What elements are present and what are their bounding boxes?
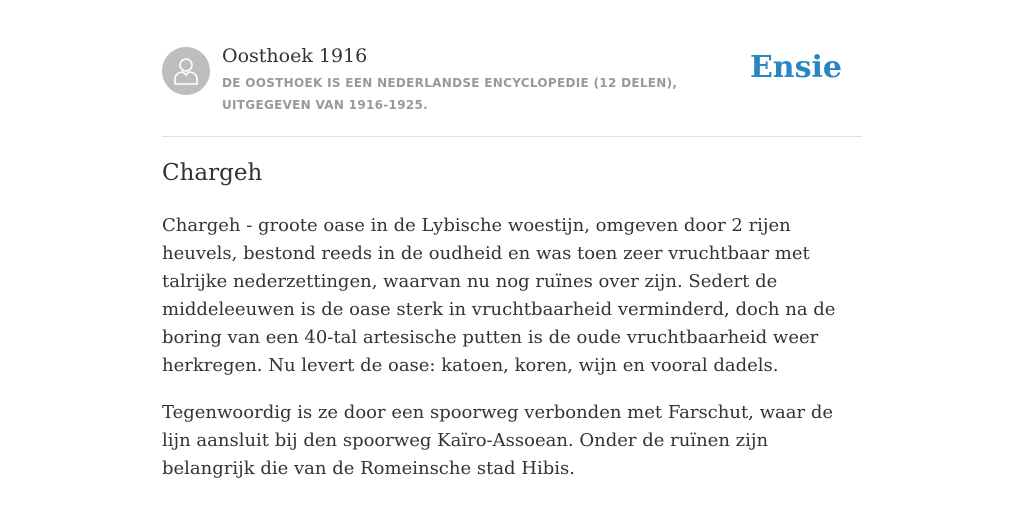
entry-body <box>162 212 862 502</box>
brand-logo[interactable]: Ensie <box>749 50 842 85</box>
source-header <box>162 44 862 137</box>
source-title[interactable]: Oosthoek 1916 <box>222 45 368 67</box>
user-icon <box>173 57 199 85</box>
entry-paragraph: Chargeh - groote oase in de Lybische woestijn, omgeven door 2 rijen heuvels, bestond reeds in de oudheid en was toen zeer vruchtbaar met talrijke nederzettingen, waarvan nu nog ruïnes over zijn. Sedert de middeleeuwen is de oase sterk in vruchtbaarheid verminderd, doch na de boring van een 40-tal artesische putten is de oude vruchtbaarheid weer herkregen. Nu levert de oase: katoen, koren, wijn en vooral dadels. <box>162 215 836 376</box>
source-description: DE OOSTHOEK IS EEN NEDERLANDSE ENCYCLOPEDIE (12 DELEN), UITGEGEVEN VAN 1916-1925. <box>222 76 678 112</box>
source-avatar[interactable] <box>162 47 210 95</box>
entry-paragraph: Tegenwoordig is ze door een spoorweg verbonden met Farschut, waar de lijn aansluit bij den spoorweg Kaïro-Assoean. Onder de ruïnen zijn belangrijk die van de Romeinsche stad Hibis. <box>162 402 833 479</box>
entry-title: Chargeh <box>162 160 263 186</box>
